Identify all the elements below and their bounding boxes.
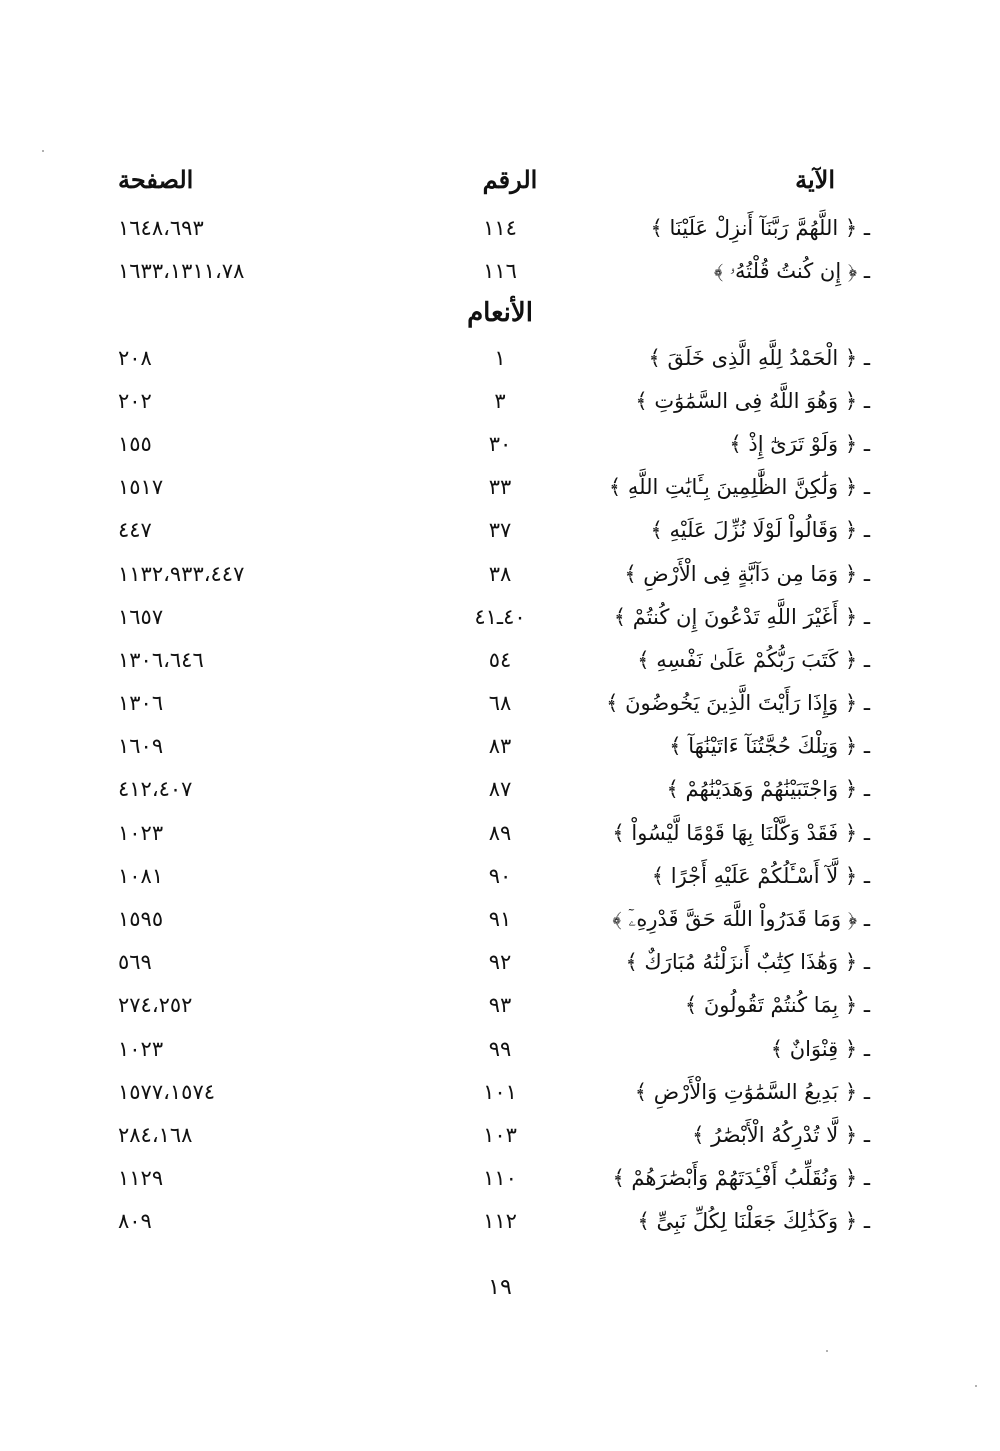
table-row: [0, 340, 1000, 383]
verse-number: ١٠١: [483, 1079, 517, 1104]
section-heading-row: [0, 296, 1000, 339]
verse-text: ـ ﴿ وَاجْتَبَيْنَٰهُمْ وَهَدَيْنَٰهُمْ ﴾: [666, 777, 870, 802]
table-row: [0, 1117, 1000, 1160]
header-number: الرقم: [482, 165, 538, 194]
page-references: ١١٢٩: [118, 1166, 164, 1191]
table-row: [0, 771, 1000, 814]
page-references: ١٥٧٧،١٥٧٤: [118, 1079, 216, 1104]
page-references: ١٦٣٣،١٣١١،٧٨: [118, 259, 245, 284]
page-references: ١٠٢٣: [118, 820, 164, 845]
verse-number: ٨٩: [488, 820, 512, 845]
header-page: الصفحة: [118, 165, 194, 194]
verse-text: ـ ﴿ فَقَدْ وَكَّلْنَا بِهَا قَوْمًا لَّيْسُواْ ﴾: [612, 820, 870, 845]
table-row: [0, 383, 1000, 426]
table-row: [0, 512, 1000, 555]
table-row: [0, 987, 1000, 1030]
verse-number: ٣٧: [488, 518, 512, 543]
verse-number: ٤٠ـ٤١: [474, 604, 526, 629]
page-references: ١٠٨١: [118, 863, 164, 888]
table-row: [0, 599, 1000, 642]
table-header: [0, 165, 1000, 205]
table-row: [0, 1160, 1000, 1203]
scan-speck: [42, 150, 44, 152]
table-row: [0, 556, 1000, 599]
section-title: الأنعام: [467, 298, 533, 329]
verse-text: ـ ﴿ اللَّهُمَّ رَبَّنَآ أَنزِلْ عَلَيْنَا ﴾: [650, 216, 870, 240]
page-references: ١٣٠٦،٦٤٦: [118, 647, 204, 672]
verse-number: ١١٦: [483, 259, 517, 284]
page-references: ١٦٠٩: [118, 734, 164, 759]
verse-number: ١١٤: [483, 216, 517, 240]
page-references: ١٥٩٥: [118, 907, 164, 931]
page-references: ٨٠٩: [118, 1209, 152, 1234]
verse-text: ـ ﴿ بَدِيعُ السَّمَٰوَٰتِ وَالْأَرْضِ ﴾: [634, 1079, 870, 1104]
verse-number: ٣: [494, 388, 506, 413]
table-row: [0, 728, 1000, 771]
page-references: ١٥٥: [118, 431, 152, 456]
page-references: ٥٦٩: [118, 950, 152, 975]
table-row: [0, 858, 1000, 901]
verse-number: ٨٧: [488, 777, 512, 802]
verse-number: ٦٨: [488, 691, 512, 716]
scan-speck: [975, 1385, 977, 1387]
table-row: [0, 815, 1000, 858]
table-row: [0, 426, 1000, 469]
table-row: [0, 210, 1000, 253]
table-row: [0, 642, 1000, 685]
scan-speck: [826, 1350, 828, 1352]
verse-text: ـ ﴿ كَتَبَ رَبُّكُمْ عَلَىٰ نَفْسِهِ ﴾: [637, 647, 870, 672]
verse-text: ـ ﴿ وَإِذَا رَأَيْتَ الَّذِينَ يَخُوضُونَ ﴾: [606, 691, 870, 716]
table-row: [0, 253, 1000, 296]
verse-number: ٩١: [488, 907, 512, 931]
page-references: ١٣٠٦: [118, 691, 164, 716]
table-row: [0, 1203, 1000, 1246]
page-references: ٤٤٧: [118, 518, 152, 543]
page-references: ١٠٢٣: [118, 1036, 164, 1061]
table-row: [0, 469, 1000, 512]
verse-number: ٨٣: [488, 734, 512, 759]
verse-number: ١٠٣: [483, 1122, 517, 1147]
verse-text: ـ ﴿ وَلَوْ تَرَىٰٓ إِذْ ﴾: [729, 431, 870, 456]
verse-text: ـ ﴿ أَغَيْرَ اللَّهِ تَدْعُونَ إِن كُنتُمْ ﴾: [613, 604, 870, 629]
page-references: ١٦٥٧: [118, 604, 164, 629]
page-references: ٢٨٤،١٦٨: [118, 1122, 193, 1147]
verse-text: ـ ﴿ وَمَا قَدَرُواْ اللَّهَ حَقَّ قَدْرِهِۦٓ ﴾: [612, 907, 870, 931]
verse-number: ٣٣: [488, 475, 512, 500]
verse-text: ـ ﴿ بِمَا كُنتُمْ تَقُولُونَ ﴾: [684, 993, 870, 1018]
verse-text: ـ ﴿ وَنُقَلِّبُ أَفْـِٔدَتَهُمْ وَأَبْصَٰرَهُمْ ﴾: [612, 1166, 870, 1191]
verse-text: ـ ﴿ وَلَٰكِنَّ الظَّٰلِمِينَ بِـَٔايَٰتِ اللَّهِ ﴾: [608, 475, 870, 500]
page-references: ٢٧٤،٢٥٢: [118, 993, 193, 1018]
verse-text: ـ ﴿ وَمَا مِن دَآبَّةٍ فِى الْأَرْضِ ﴾: [624, 561, 870, 586]
verse-number: ٩٣: [488, 993, 512, 1018]
verse-number: ١١٠: [483, 1166, 517, 1191]
verse-text: ـ ﴿ وَهَٰذَا كِتَٰبٌ أَنزَلْنَٰهُ مُبَارَكٌ ﴾: [625, 950, 870, 975]
verse-text: ـ ﴿ وَقَالُواْ لَوْلَا نُزِّلَ عَلَيْهِ ﴾: [650, 518, 870, 543]
table-row: [0, 901, 1000, 944]
verse-text: ـ ﴿ لَّآ أَسْـَٔلُكُمْ عَلَيْهِ أَجْرًا ﴾: [651, 863, 870, 888]
page-number: ١٩: [488, 1275, 512, 1300]
verse-number: ٥٤: [488, 647, 512, 672]
page-references: ١٥١٧: [118, 475, 164, 500]
page-references: ٤١٢،٤٠٧: [118, 777, 193, 802]
verse-text: ـ ﴿ وَكَذَٰلِكَ جَعَلْنَا لِكُلِّ نَبِىٍّ ﴾: [637, 1209, 870, 1234]
page-references: ٢٠٢: [118, 388, 152, 413]
page-references: ١٦٤٨،٦٩٣: [118, 216, 204, 240]
verse-number: ١١٢: [483, 1209, 517, 1234]
table-row: [0, 1031, 1000, 1074]
verse-number: ١: [494, 345, 506, 370]
verse-number: ٩٢: [488, 950, 512, 975]
table-row: [0, 944, 1000, 987]
table-row: [0, 1074, 1000, 1117]
verse-text: ـ ﴿ وَهُوَ اللَّهُ فِى السَّمَٰوَٰتِ ﴾: [635, 388, 870, 413]
verse-text: ـ ﴿ قِنْوَانٌ ﴾: [770, 1036, 870, 1061]
verse-number: ٩٩: [488, 1036, 512, 1061]
index-table: [0, 210, 1000, 1247]
verse-text: ـ ﴿ وَتِلْكَ حُجَّتُنَآ ءَاتَيْنَٰهَآ ﴾: [669, 734, 870, 759]
verse-number: ٩٠: [488, 863, 512, 888]
verse-number: ٣٨: [488, 561, 512, 586]
verse-text: ـ ﴿ إِن كُنتُ قُلْتُهُۥ ﴾: [713, 259, 870, 284]
table-row: [0, 685, 1000, 728]
page-references: ١١٣٢،٩٣٣،٤٤٧: [118, 561, 245, 586]
verse-number: ٣٠: [488, 431, 512, 456]
verse-text: ـ ﴿ الْحَمْدُ لِلَّهِ الَّذِى خَلَقَ ﴾: [648, 345, 870, 370]
page-references: ٢٠٨: [118, 345, 152, 370]
verse-text: ـ ﴿ لَّا تُدْرِكُهُ الْأَبْصَٰرُ ﴾: [692, 1122, 870, 1147]
header-verse: الآية: [795, 165, 835, 194]
